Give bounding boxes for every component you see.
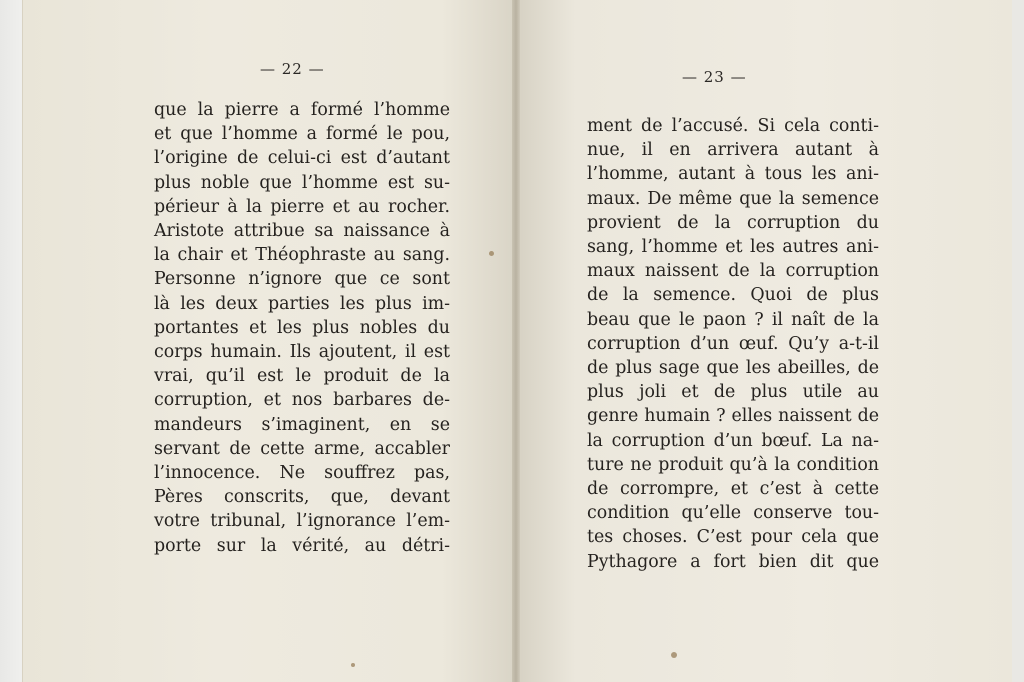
text-line: l’origine de celui-ci est d’autant bbox=[154, 148, 450, 169]
text-line: de plus sage que les abeilles, de bbox=[587, 358, 879, 379]
text-line: corruption d’un œuf. Qu’y a-t-il bbox=[587, 333, 879, 354]
foxing-spot bbox=[671, 652, 677, 658]
text-line: plus joli et de plus utile au bbox=[587, 382, 879, 403]
text-line: genre humain ? elles naissent de bbox=[587, 406, 879, 427]
text-line: Personne n’ignore que ce sont bbox=[154, 269, 450, 290]
text-line: mandeurs s’imaginent, en se bbox=[154, 414, 450, 435]
right-page-number: — 23 — bbox=[682, 68, 747, 86]
text-line: Pythagore a fort bien dit que bbox=[587, 551, 879, 572]
text-line: périeur à la pierre et au rocher. bbox=[154, 196, 450, 217]
text-line: de corrompre, et c’est à cette bbox=[587, 479, 879, 500]
text-line: ture ne produit qu’à la condition bbox=[587, 454, 879, 475]
text-line: vrai, qu’il est le produit de la bbox=[154, 366, 450, 387]
text-line: condition qu’elle conserve tou- bbox=[587, 503, 879, 524]
book-gutter bbox=[512, 0, 520, 682]
text-line: la chair et Théophraste au sang. bbox=[154, 245, 450, 266]
text-line: porte sur la vérité, au détri- bbox=[154, 535, 450, 556]
text-line: l’homme, autant à tous les ani- bbox=[587, 164, 879, 185]
left-page-text bbox=[154, 98, 450, 558]
text-line: sang, l’homme et les autres ani- bbox=[587, 237, 879, 258]
text-line: ment de l’accusé. Si cela conti- bbox=[587, 116, 879, 136]
text-line: la corruption d’un bœuf. La na- bbox=[587, 430, 879, 451]
foxing-spot bbox=[489, 251, 494, 256]
text-line: maux naissent de la corruption bbox=[587, 261, 879, 282]
text-line: et que l’homme a formé le pou, bbox=[154, 124, 450, 145]
text-line: provient de la corruption du bbox=[587, 212, 879, 233]
text-line: corps humain. Ils ajoutent, il est bbox=[154, 342, 450, 363]
text-line: l’innocence. Ne souffrez pas, bbox=[154, 463, 450, 484]
text-line: maux. De même que la semence bbox=[587, 188, 879, 209]
text-line: plus noble que l’homme est su- bbox=[154, 172, 450, 193]
left-page-number: — 22 — bbox=[260, 60, 325, 78]
text-line: nue, il en arrivera autant à bbox=[587, 140, 879, 161]
text-line: tes choses. C’est pour cela que bbox=[587, 527, 879, 548]
text-line: votre tribunal, l’ignorance l’em- bbox=[154, 511, 450, 532]
text-line: beau que le paon ? il naît de la bbox=[587, 309, 879, 330]
text-line: là les deux parties les plus im- bbox=[154, 293, 450, 314]
text-line: Aristote attribue sa naissance à bbox=[154, 221, 450, 242]
foxing-spot bbox=[351, 663, 355, 667]
text-line: de la semence. Quoi de plus bbox=[587, 285, 879, 306]
text-line: Pères conscrits, que, devant bbox=[154, 487, 450, 508]
text-line: portantes et les plus nobles du bbox=[154, 317, 450, 338]
text-line: que la pierre a formé l’homme bbox=[154, 100, 450, 120]
text-line: corruption, et nos barbares de- bbox=[154, 390, 450, 411]
right-page-text bbox=[587, 114, 879, 574]
text-line: servant de cette arme, accabler bbox=[154, 438, 450, 459]
